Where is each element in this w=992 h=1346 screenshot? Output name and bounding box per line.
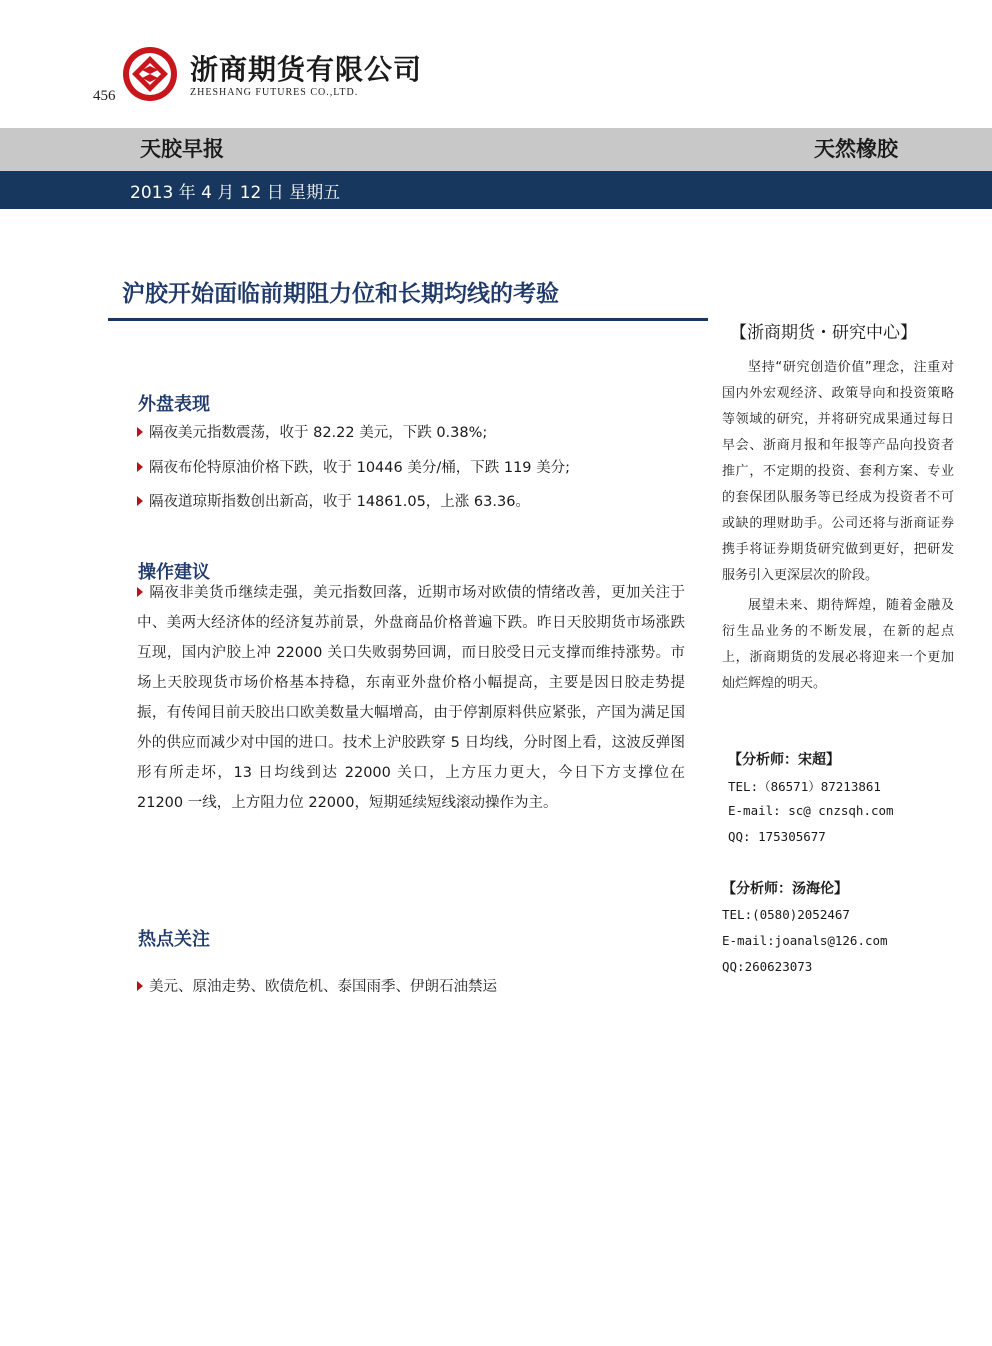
analyst-name: 【分析师：汤海伦】 xyxy=(722,881,848,897)
analyst-email: E-mail: sc@ cnzsqh.com xyxy=(728,803,894,818)
advice-heading: 操作建议 xyxy=(138,562,210,583)
company-name-cn: 浙商期货有限公司 xyxy=(190,53,423,86)
report-type: 天胶早报 xyxy=(140,137,224,161)
research-center-heading: 【浙商期货・研究中心】 xyxy=(730,323,917,343)
bullet-arrow-icon xyxy=(137,427,143,437)
list-item: 隔夜布伦特原油价格下跌，收于 10446 美分/桶，下跌 119 美分; xyxy=(137,456,570,477)
title-divider xyxy=(108,318,708,321)
intro-paragraph: 展望未来、期待辉煌，随着金融及衍生品业务的不断发展，在新的起点上，浙商期货的发展必将迎来一个更加灿烂辉煌的明天。 xyxy=(722,598,954,691)
bullet-arrow-icon xyxy=(137,981,143,991)
analyst-qq: QQ: 175305677 xyxy=(728,829,826,844)
company-name-en: ZHESHANG FUTURES CO.,LTD. xyxy=(190,87,359,98)
analyst-phone: TEL:（86571）87213861 xyxy=(728,779,881,794)
intro-paragraph: 坚持“研究创造价值”理念，注重对国内外宏观经济、政策导向和投资策略等领域的研究，并将研究成果通过每日早会、浙商月报和年报等产品向投资者推广，不定期的投资、套利方案、专业的套保团队服务等已经成为投资者不可或缺的理财助手。公司还将与浙商证券携手将证券期货研究做到更好，把研发服务引入更深层次的阶段。 xyxy=(722,360,954,583)
page-title: 沪胶开始面临前期阻力位和长期均线的考验 xyxy=(122,281,559,307)
bullet-arrow-icon xyxy=(137,496,143,506)
hot-topics-heading: 热点关注 xyxy=(138,929,210,950)
list-item: 隔夜美元指数震荡，收于 82.22 美元，下跌 0.38%; xyxy=(137,421,487,442)
list-item: 隔夜道琼斯指数创出新高，收于 14861.05，上涨 63.36。 xyxy=(137,490,530,511)
bullet-arrow-icon xyxy=(137,462,143,472)
analyst-qq: QQ:260623073 xyxy=(722,959,813,974)
list-item: 美元、原油走势、欧债危机、泰国雨季、伊朗石油禁运 xyxy=(137,975,497,996)
research-center-intro xyxy=(722,355,954,697)
bullet-arrow-icon xyxy=(137,587,143,597)
analyst-name: 【分析师：宋超】 xyxy=(728,752,840,768)
advice-paragraph: 隔夜非美货币继续走强，美元指数回落，近期市场对欧债的情绪改善，更加关注于中、美两大经济体的经济复苏前景，外盘商品价格普遍下跌。昨日天胶期货市场涨跌互现，国内沪胶上冲 22000 关口失败弱势回调，而日胶受日元支撑而维持涨势。市场上天胶现货市场价格基本持稳，东南亚外盘价格小幅提高，主要是因日胶走势提振，有传闻目前天胶出口欧美数量大幅增高，由于停割原料供应紧张，产国为满足国外的供应而减少对中国的进口。技术上沪胶跌穿 5 日均线，分时图上看，这波反弹图形有所走坏，13 日均线到达 22000 关口，上方压力更大，今日下方支撑位在 21200 一线，上方阻力位 22000，短期延续短线滚动操作为主。 xyxy=(137,585,685,811)
report-category: 天然橡胶 xyxy=(814,137,898,161)
overseas-heading: 外盘表现 xyxy=(138,394,210,415)
analyst-email: E-mail:joanals@126.com xyxy=(722,933,888,948)
report-date: 2013 年 4 月 12 日 星期五 xyxy=(130,183,341,203)
company-logo-icon xyxy=(122,46,178,102)
analyst-phone: TEL:(0580)2052467 xyxy=(722,907,850,922)
page-number: 456 xyxy=(93,88,116,104)
